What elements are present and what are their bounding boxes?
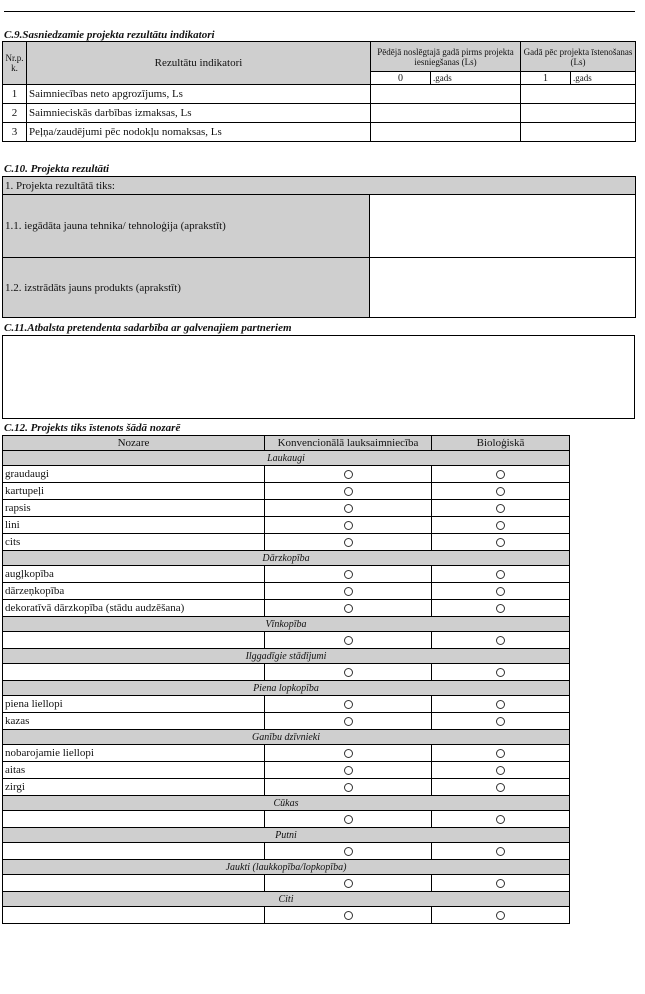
category-header: Piena lopkopība <box>3 681 570 696</box>
organic-radio[interactable] <box>496 636 505 645</box>
conventional-option-cell <box>265 600 432 617</box>
category-header: Jaukti (laukkopība/lopkopība) <box>3 860 570 875</box>
sector-label: kartupeļi <box>3 483 265 500</box>
category-header: Putni <box>3 828 570 843</box>
top-rule <box>4 11 635 12</box>
sector-label: dekoratīvā dārzkopība (stādu audzēšana) <box>3 600 265 617</box>
sector-label <box>3 632 265 649</box>
conventional-radio[interactable] <box>344 604 353 613</box>
conventional-radio[interactable] <box>344 911 353 920</box>
organic-option-cell <box>432 713 570 730</box>
row-nr: 2 <box>3 104 27 123</box>
col-before-header: Pēdējā noslēgtajā gadā pirms projekta iesniegšanas (Ls) <box>371 42 521 72</box>
organic-option-cell <box>432 483 570 500</box>
sector-row <box>3 517 570 534</box>
conventional-radio[interactable] <box>344 538 353 547</box>
sector-label: graudaugi <box>3 466 265 483</box>
organic-option-cell <box>432 843 570 860</box>
partners-input-box[interactable] <box>2 335 635 419</box>
result-label-product: 1.2. izstrādāts jauns produkts (aprakstīt) <box>3 258 370 318</box>
organic-radio[interactable] <box>496 700 505 709</box>
conventional-option-cell <box>265 500 432 517</box>
conventional-option-cell <box>265 466 432 483</box>
results-header: 1. Projekta rezultātā tiks: <box>3 177 636 195</box>
category-header: Dārzkopība <box>3 551 570 566</box>
sector-label: zirgi <box>3 779 265 796</box>
organic-radio[interactable] <box>496 783 505 792</box>
sector-label: aitas <box>3 762 265 779</box>
sector-row <box>3 696 570 713</box>
conventional-option-cell <box>265 632 432 649</box>
sector-label: dārzeņkopība <box>3 583 265 600</box>
conventional-radio[interactable] <box>344 879 353 888</box>
col-sector-header: Nozare <box>3 436 265 451</box>
before-gads-label: .gads <box>431 72 521 85</box>
row-label: Peļņa/zaudējumi pēc nodokļu nomaksas, Ls <box>27 123 371 142</box>
organic-radio[interactable] <box>496 668 505 677</box>
conventional-radio[interactable] <box>344 587 353 596</box>
conventional-radio[interactable] <box>344 636 353 645</box>
result-label-technology: 1.1. iegādāta jauna tehnika/ tehnoloģija (aprakstīt) <box>3 195 370 258</box>
sector-row <box>3 466 570 483</box>
sector-row <box>3 745 570 762</box>
after-value-cell[interactable] <box>521 104 636 123</box>
organic-option-cell <box>432 632 570 649</box>
organic-option-cell <box>432 466 570 483</box>
conventional-option-cell <box>265 664 432 681</box>
c10-title: C.10. Projekta rezultāti <box>4 163 110 175</box>
organic-radio[interactable] <box>496 717 505 726</box>
organic-option-cell <box>432 779 570 796</box>
organic-radio[interactable] <box>496 538 505 547</box>
organic-option-cell <box>432 696 570 713</box>
c12-title: C.12. Projekts tiks īstenots šādā nozarē <box>4 422 181 434</box>
conventional-option-cell <box>265 779 432 796</box>
sector-label <box>3 875 265 892</box>
organic-radio[interactable] <box>496 470 505 479</box>
conventional-radio[interactable] <box>344 668 353 677</box>
after-gads-label: .gads <box>571 72 636 85</box>
sector-row <box>3 875 570 892</box>
before-value-cell[interactable] <box>371 104 521 123</box>
conventional-option-cell <box>265 517 432 534</box>
category-header: Citi <box>3 892 570 907</box>
conventional-option-cell <box>265 907 432 924</box>
organic-radio[interactable] <box>496 847 505 856</box>
sector-row <box>3 534 570 551</box>
category-header: Vīnkopība <box>3 617 570 632</box>
sector-row <box>3 566 570 583</box>
result-input-product[interactable] <box>370 258 636 318</box>
conventional-option-cell <box>265 696 432 713</box>
before-year-field[interactable]: 0 <box>371 72 431 85</box>
sector-row <box>3 811 570 828</box>
category-header: Ganību dzīvnieki <box>3 730 570 745</box>
organic-radio[interactable] <box>496 521 505 530</box>
sector-row <box>3 483 570 500</box>
organic-radio[interactable] <box>496 815 505 824</box>
sector-label: cits <box>3 534 265 551</box>
results-table <box>2 176 636 318</box>
organic-radio[interactable] <box>496 749 505 758</box>
conventional-radio[interactable] <box>344 717 353 726</box>
sector-label: augļkopība <box>3 566 265 583</box>
after-year-field[interactable]: 1 <box>521 72 571 85</box>
sector-row <box>3 762 570 779</box>
sector-label: rapsis <box>3 500 265 517</box>
conventional-radio[interactable] <box>344 847 353 856</box>
col-nr-header: Nr.p. k. <box>3 42 27 85</box>
organic-radio[interactable] <box>496 911 505 920</box>
conventional-radio[interactable] <box>344 700 353 709</box>
row-nr: 3 <box>3 123 27 142</box>
organic-radio[interactable] <box>496 604 505 613</box>
organic-option-cell <box>432 664 570 681</box>
conventional-radio[interactable] <box>344 470 353 479</box>
organic-radio[interactable] <box>496 487 505 496</box>
sector-row <box>3 583 570 600</box>
organic-option-cell <box>432 600 570 617</box>
indicators-table <box>2 41 636 142</box>
organic-option-cell <box>432 745 570 762</box>
sector-row <box>3 907 570 924</box>
col-conventional-header: Konvencionālā lauksaimniecība <box>265 436 432 451</box>
conventional-radio[interactable] <box>344 783 353 792</box>
sector-label: kazas <box>3 713 265 730</box>
row-label: Saimniecības neto apgrozījums, Ls <box>27 85 371 104</box>
conventional-option-cell <box>265 566 432 583</box>
category-header: Ilggadīgie stādījumi <box>3 649 570 664</box>
category-header: Laukaugi <box>3 451 570 466</box>
before-value-cell[interactable] <box>371 85 521 104</box>
conventional-option-cell <box>265 534 432 551</box>
sector-row <box>3 600 570 617</box>
organic-option-cell <box>432 762 570 779</box>
c9-title: C.9.Sasniedzamie projekta rezultātu indikatori <box>4 29 215 41</box>
organic-option-cell <box>432 875 570 892</box>
conventional-radio[interactable] <box>344 766 353 775</box>
organic-radio[interactable] <box>496 766 505 775</box>
organic-radio[interactable] <box>496 879 505 888</box>
sector-table <box>2 435 570 924</box>
organic-radio[interactable] <box>496 504 505 513</box>
after-value-cell[interactable] <box>521 123 636 142</box>
sector-row <box>3 713 570 730</box>
row-label: Saimnieciskās darbības izmaksas, Ls <box>27 104 371 123</box>
sector-label <box>3 664 265 681</box>
conventional-option-cell <box>265 843 432 860</box>
conventional-option-cell <box>265 811 432 828</box>
sector-row <box>3 779 570 796</box>
after-value-cell[interactable] <box>521 85 636 104</box>
conventional-option-cell <box>265 583 432 600</box>
organic-option-cell <box>432 811 570 828</box>
conventional-radio[interactable] <box>344 570 353 579</box>
conventional-option-cell <box>265 762 432 779</box>
sector-row <box>3 500 570 517</box>
sector-label <box>3 811 265 828</box>
sector-label: piena liellopi <box>3 696 265 713</box>
conventional-radio[interactable] <box>344 487 353 496</box>
organic-option-cell <box>432 534 570 551</box>
organic-option-cell <box>432 566 570 583</box>
organic-option-cell <box>432 583 570 600</box>
organic-option-cell <box>432 907 570 924</box>
result-input-technology[interactable] <box>370 195 636 258</box>
conventional-radio[interactable] <box>344 815 353 824</box>
sector-row <box>3 632 570 649</box>
organic-option-cell <box>432 517 570 534</box>
conventional-option-cell <box>265 745 432 762</box>
conventional-radio[interactable] <box>344 504 353 513</box>
col-organic-header: Bioloģiskā <box>432 436 570 451</box>
sector-label: nobarojamie liellopi <box>3 745 265 762</box>
organic-option-cell <box>432 500 570 517</box>
c11-title: C.11.Atbalsta pretendenta sadarbība ar galvenajiem partneriem <box>4 322 292 334</box>
organic-radio[interactable] <box>496 587 505 596</box>
conventional-option-cell <box>265 713 432 730</box>
organic-radio[interactable] <box>496 570 505 579</box>
sector-label <box>3 907 265 924</box>
category-header: Cūkas <box>3 796 570 811</box>
sector-label <box>3 843 265 860</box>
row-nr: 1 <box>3 85 27 104</box>
conventional-option-cell <box>265 483 432 500</box>
col-after-header: Gadā pēc projekta īstenošanas (Ls) <box>521 42 636 72</box>
sector-label: lini <box>3 517 265 534</box>
before-value-cell[interactable] <box>371 123 521 142</box>
sector-row <box>3 664 570 681</box>
conventional-radio[interactable] <box>344 521 353 530</box>
conventional-radio[interactable] <box>344 749 353 758</box>
conventional-option-cell <box>265 875 432 892</box>
sector-row <box>3 843 570 860</box>
col-indicator-header: Rezultātu indikatori <box>27 42 371 85</box>
